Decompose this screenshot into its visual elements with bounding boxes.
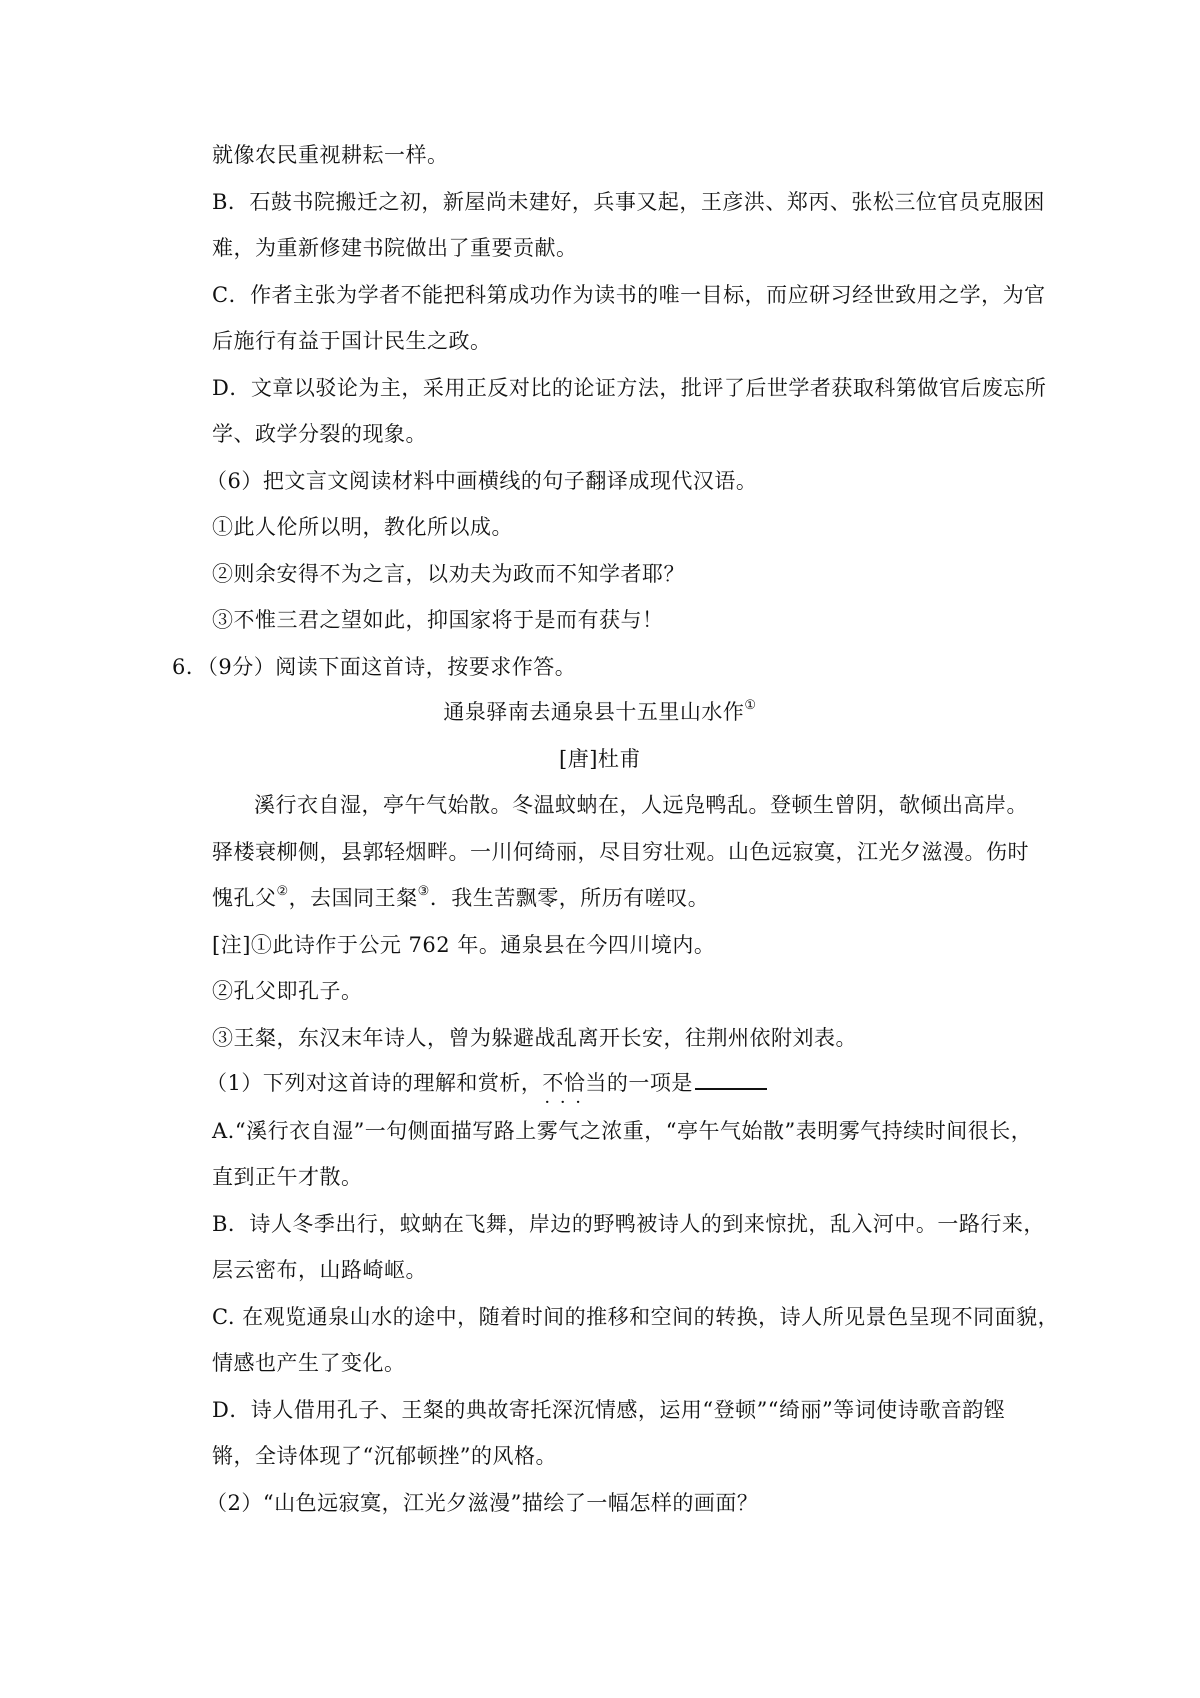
translation-item-1: ①此人伦所以明，教化所以成。 bbox=[212, 515, 513, 539]
note-3: ③王粲，东汉末年诗人，曾为躲避战乱离开长安，往荆州依附刘表。 bbox=[212, 1026, 857, 1050]
option-b-line1: B．石鼓书院搬迁之初，新屋尚未建好，兵事又起，王彦洪、郑丙、张松三位官员克服困 bbox=[212, 190, 1045, 214]
emphasis-dots: 不恰当 · · · bbox=[542, 1068, 607, 1098]
note-2: ②孔父即孔子。 bbox=[212, 979, 363, 1003]
option-a-line2: 直到正午才散。 bbox=[212, 1165, 363, 1189]
poem-line-2: 驿楼衰柳侧，县郭轻烟畔。一川何绮丽，尽目穷壮观。山色远寂寞，江光夕滋漫。伤时 bbox=[212, 840, 1029, 864]
translation-item-3: ③不惟三君之望如此，抑国家将于是而有获与！ bbox=[212, 608, 664, 632]
option-d-line2: 学、政学分裂的现象。 bbox=[212, 422, 427, 446]
poem-author: [唐]杜甫 bbox=[559, 747, 641, 771]
question-6-heading: 6．（9分）阅读下面这首诗，按要求作答。 bbox=[172, 655, 577, 679]
option-d-line1: D．诗人借用孔子、王粲的典故寄托深沉情感，运用“登顿”“绮丽”等词使诗歌音韵铿 bbox=[212, 1398, 1006, 1422]
sub-question-1: （1）下列对这首诗的理解和赏析，不恰当 · · ·的一项是 bbox=[206, 1068, 767, 1098]
option-b-line1: B．诗人冬季出行，蚊蚋在飞舞，岸边的野鸭被诗人的到来惊扰，乱入河中。一路行来， bbox=[212, 1212, 1045, 1236]
option-c-line2: 后施行有益于国计民生之政。 bbox=[212, 329, 492, 353]
translation-item-2: ②则余安得不为之言，以劝夫为政而不知学者耶？ bbox=[212, 562, 685, 586]
footnote-marker: ③ bbox=[417, 884, 430, 899]
text-line: 就像农民重视耕耘一样。 bbox=[212, 143, 449, 167]
note-1: [注]①此诗作于公元 762 年。通泉县在今四川境内。 bbox=[212, 933, 716, 957]
poem-title: 通泉驿南去通泉县十五里山水作① bbox=[443, 698, 757, 724]
poem-line-1: 溪行衣自湿，亭午气始散。冬温蚊蚋在，人远凫鸭乱。登顿生曾阴，欹倾出高岸。 bbox=[254, 793, 1028, 817]
option-d-line1: D．文章以驳论为主，采用正反对比的论证方法，批评了后世学者获取科第做官后废忘所 bbox=[212, 376, 1047, 400]
option-c-line1: C. 在观览通泉山水的途中，随着时间的推移和空间的转换，诗人所见景色呈现不同面貌， bbox=[212, 1305, 1060, 1329]
option-d-line2: 锵，全诗体现了“沉郁顿挫”的风格。 bbox=[212, 1444, 557, 1468]
option-b-line2: 层云密布，山路崎岖。 bbox=[212, 1258, 427, 1282]
footnote-marker: ① bbox=[744, 698, 757, 713]
option-c-line1: C．作者主张为学者不能把科第成功作为读书的唯一目标，而应研习经世致用之学，为官 bbox=[212, 283, 1046, 307]
option-b-line2: 难，为重新修建书院做出了重要贡献。 bbox=[212, 236, 578, 260]
answer-blank bbox=[695, 1068, 767, 1090]
option-a-line1: A.“溪行衣自湿”一句侧面描写路上雾气之浓重，“亭午气始散”表明雾气持续时间很长， bbox=[212, 1119, 1033, 1143]
option-c-line2: 情感也产生了变化。 bbox=[212, 1351, 406, 1375]
sub-question-2: （2）“山色远寂寞，江光夕滋漫”描绘了一幅怎样的画面？ bbox=[206, 1491, 759, 1515]
poem-line-3: 愧孔父②，去国同王粲③．我生苦飘零，所历有嗟叹。 bbox=[212, 884, 710, 910]
footnote-marker: ② bbox=[276, 884, 289, 899]
sub-question-6: （6）把文言文阅读材料中画横线的句子翻译成现代汉语。 bbox=[206, 469, 758, 493]
